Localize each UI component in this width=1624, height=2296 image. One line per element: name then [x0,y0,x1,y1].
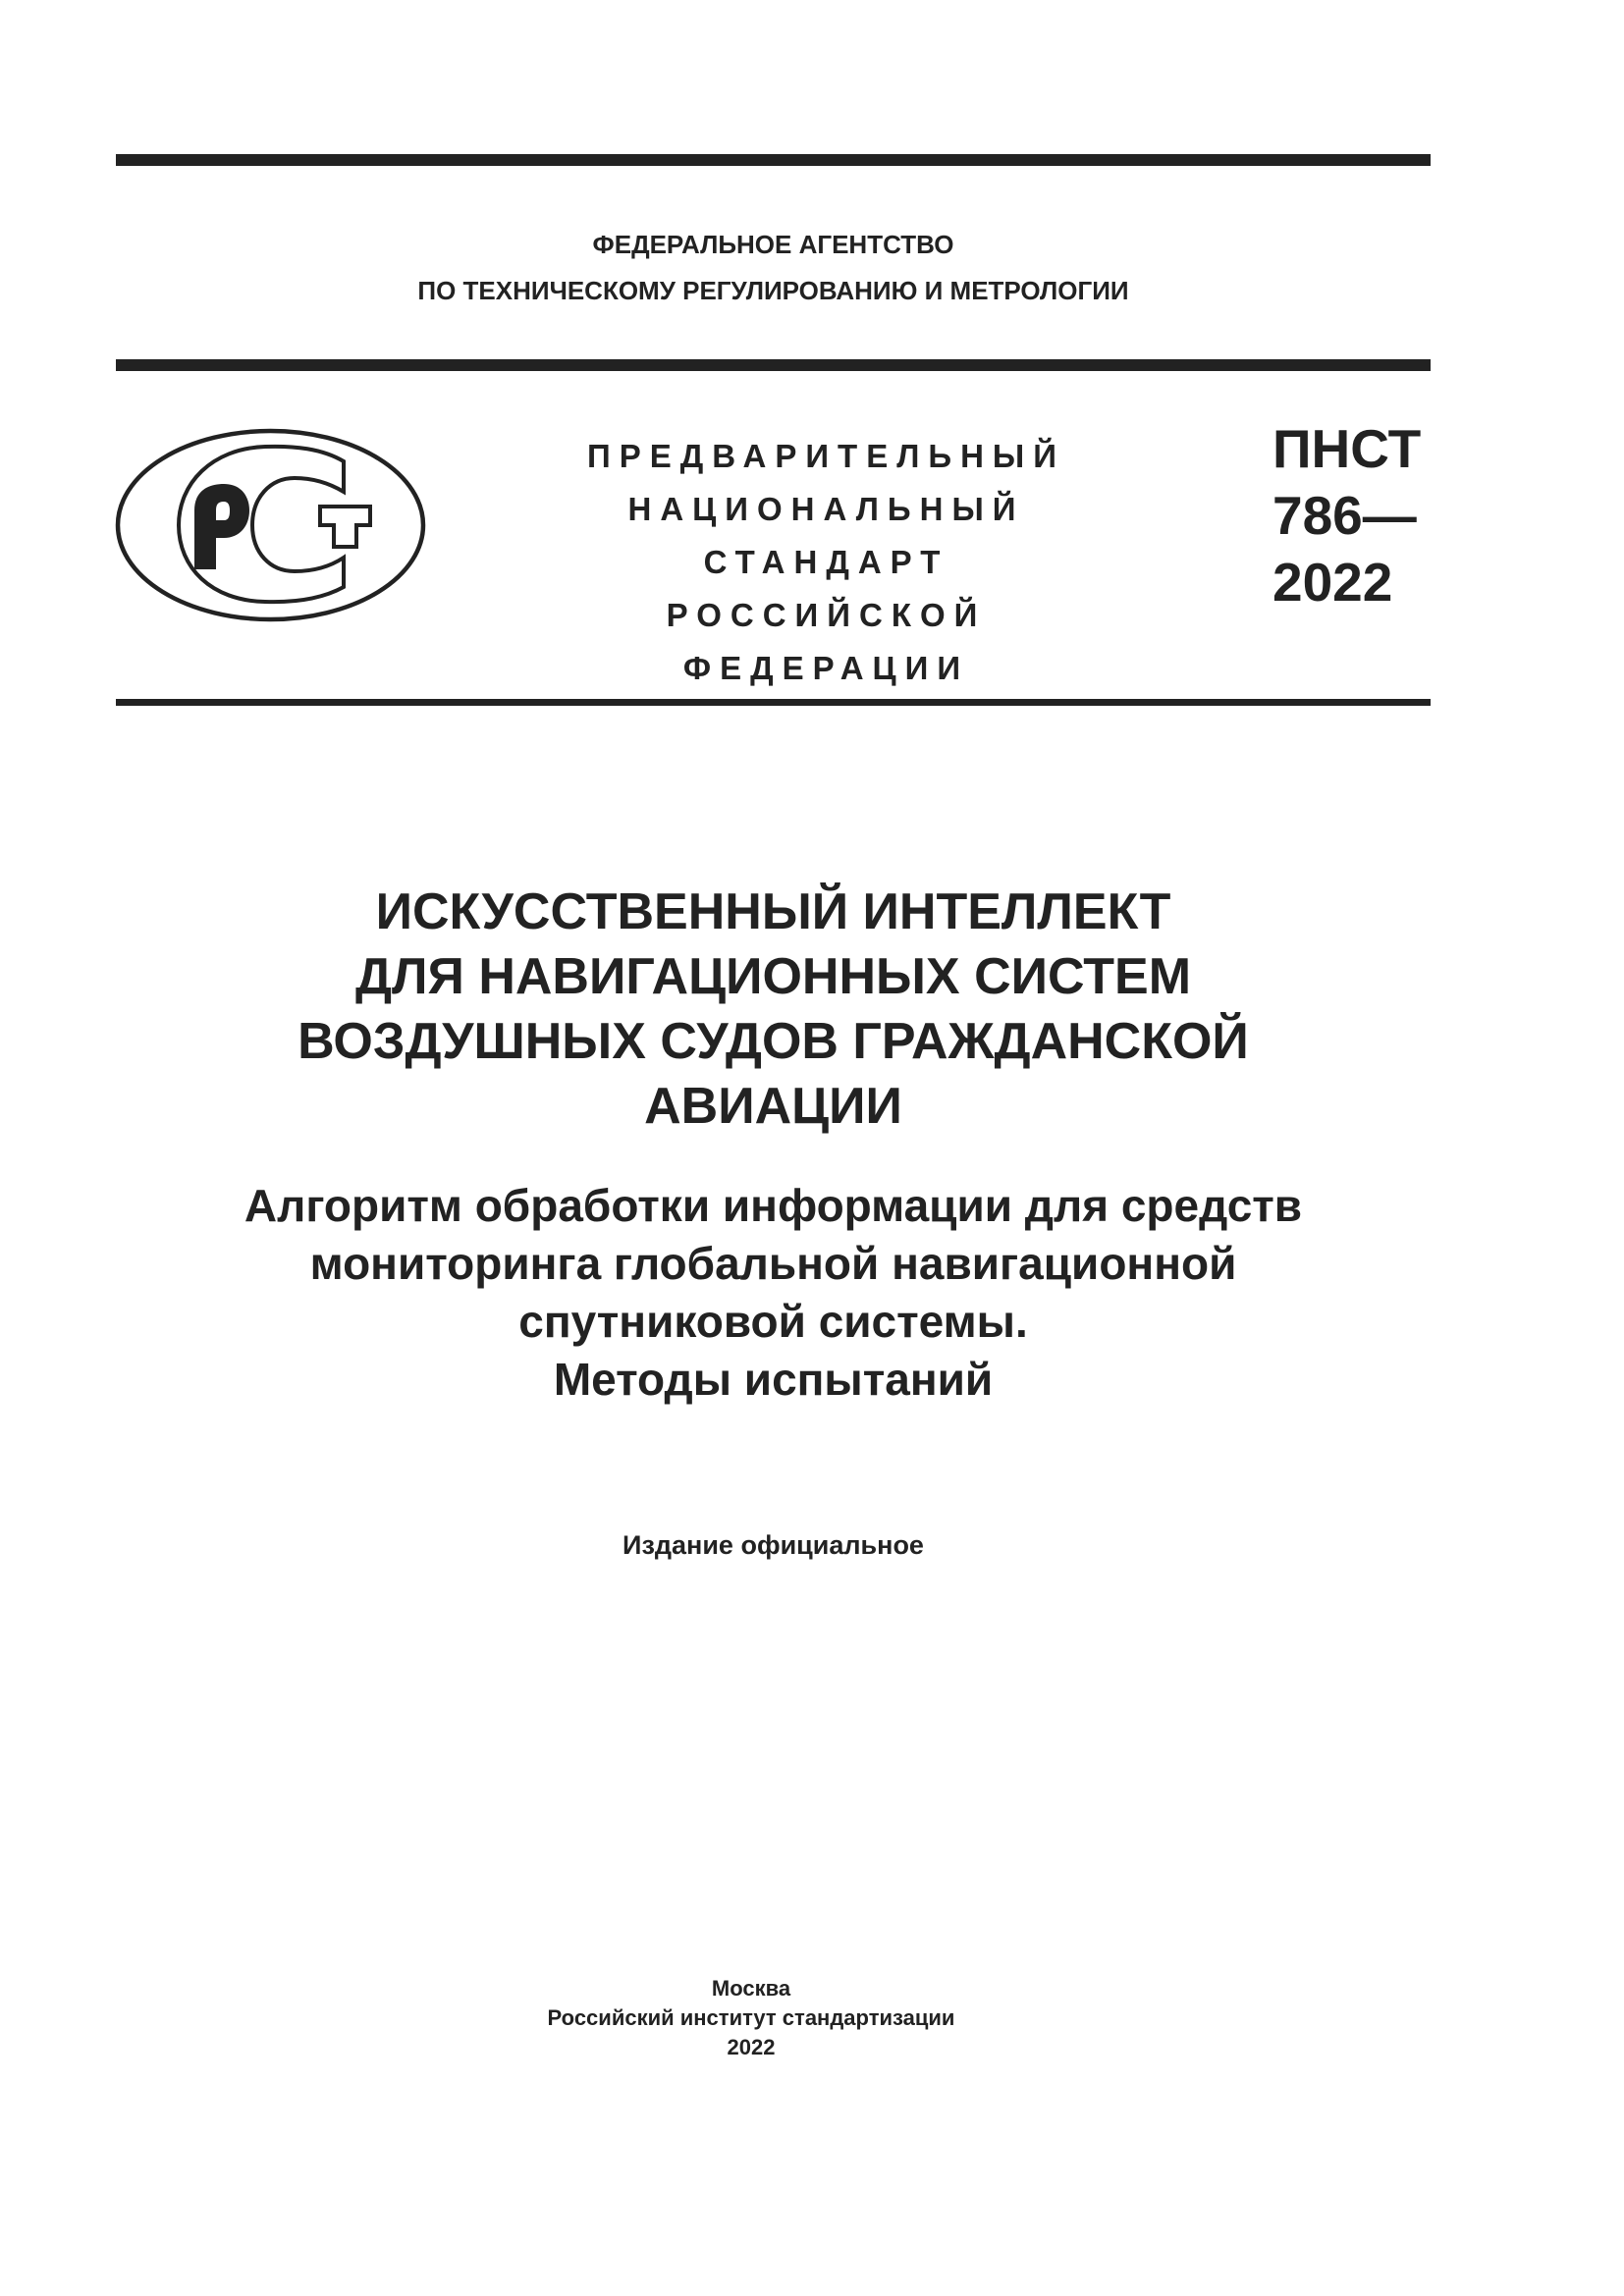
gost-rst-logo-icon [112,425,430,625]
subtitle-line-1: Алгоритм обработки информации для средств [244,1180,1303,1231]
publisher-name: Российский институт стандартизации [547,2005,955,2030]
title-line-4: АВИАЦИИ [644,1078,902,1135]
subtitle-line-3: спутниковой системы. [518,1296,1028,1347]
title-line-2: ДЛЯ НАВИГАЦИОННЫХ СИСТЕМ [354,948,1192,1005]
standard-designation [1272,415,1421,615]
agency-line-1: ФЕДЕРАЛЬНОЕ АГЕНТСТВО [592,230,954,259]
title-line-1: ИСКУССТВЕННЫЙ ИНТЕЛЛЕКТ [375,883,1171,940]
agency-line-2: ПО ТЕХНИЧЕСКОМУ РЕГУЛИРОВАНИЮ И МЕТРОЛОГИИ [417,276,1129,305]
header-divider-rule [116,699,1431,706]
designation-prefix: ПНСТ [1272,418,1422,479]
title-line-3: ВОЗДУШНЫХ СУДОВ ГРАЖДАНСКОЙ [298,1013,1249,1070]
standard-type-line-2: НАЦИОНАЛЬНЫЙ [627,491,1025,527]
standard-type-line-5: ФЕДЕРАЦИИ [682,650,970,686]
subtitle-line-4: Методы испытаний [553,1354,994,1405]
document-subtitle [116,1177,1431,1409]
standard-type-line-3: СТАНДАРТ [703,544,949,580]
edition-label: Издание официальное [623,1530,924,1560]
designation-number: 786— [1272,485,1417,546]
publisher-block [358,1974,1144,2062]
publisher-city: Москва [711,1976,791,2001]
designation-year: 2022 [1272,552,1393,613]
document-title [116,880,1431,1139]
header-bottom-rule [116,359,1431,371]
subtitle-line-2: мониторинга глобальной навигационной [309,1238,1237,1289]
standard-type-block [527,430,1116,695]
top-rule [116,154,1431,166]
standard-type-line-1: ПРЕДВАРИТЕЛЬНЫЙ [587,438,1065,474]
standard-type-line-4: РОССИЙСКОЙ [666,597,987,633]
publisher-year: 2022 [727,2035,776,2059]
